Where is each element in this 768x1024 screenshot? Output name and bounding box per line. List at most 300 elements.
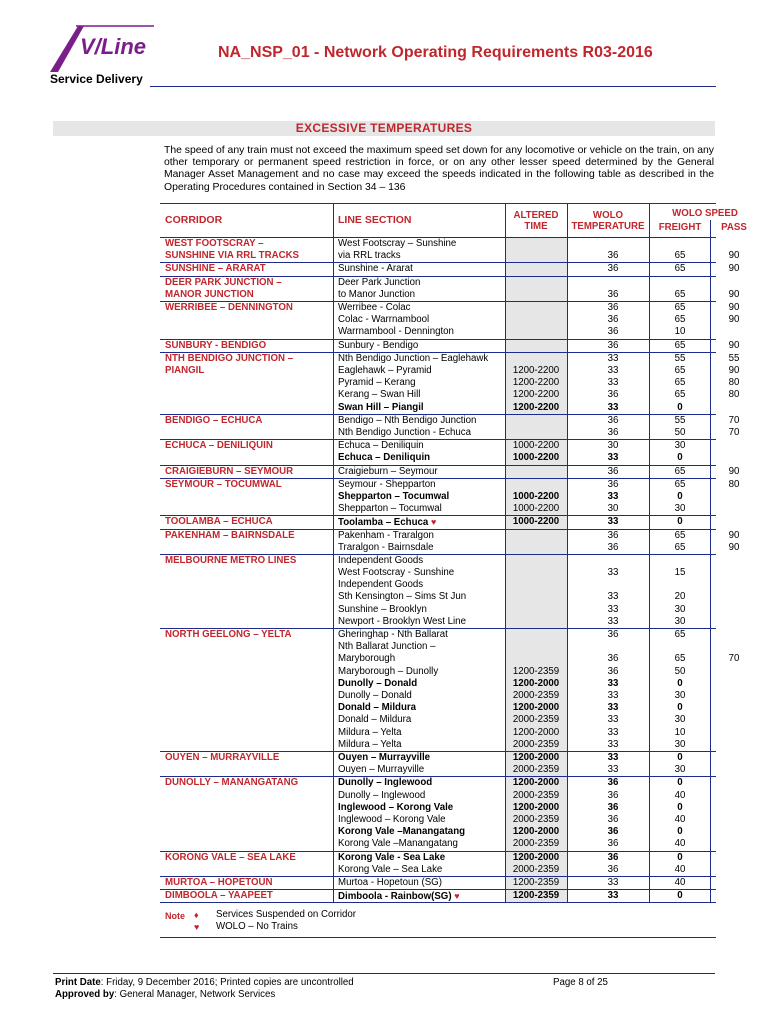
freight-speed-cell: 65 [674, 529, 686, 541]
wolo-temperature-cell: 33 [607, 714, 619, 726]
table-row [160, 752, 716, 764]
corridor-name: DIMBOOLA – YAAPEET [165, 890, 273, 902]
corridor-group [160, 852, 716, 877]
table-row [160, 727, 716, 739]
table-row [160, 491, 716, 503]
altered-time-cell: 1200-2000 [512, 826, 560, 838]
corridor-group [160, 555, 716, 629]
freight-speed-cell: 65 [674, 465, 686, 477]
pass-speed-cell: 90 [728, 288, 740, 300]
wolo-temperature-cell: 33 [607, 877, 619, 889]
pass-speed-cell: 80 [728, 389, 740, 401]
table-row [160, 377, 740, 389]
table-row [160, 890, 716, 902]
line-section-cell: Traralgon - Bairnsdale [338, 541, 434, 553]
freight-speed-cell: 65 [674, 364, 686, 376]
line-section-cell: Gheringhap - Nth Ballarat [338, 629, 448, 641]
corridor-name: SUNBURY - BENDIGO [165, 339, 267, 351]
corridor-name: WERRIBEE – DENNINGTON [165, 301, 293, 313]
pass-speed-cell: 90 [728, 364, 740, 376]
freight-speed-cell: 30 [674, 738, 686, 750]
wolo-temperature-cell: 36 [607, 629, 619, 641]
freight-speed-cell: 65 [674, 339, 686, 351]
wolo-temperature-cell: 33 [607, 764, 619, 776]
pass-speed-cell: 70 [728, 426, 740, 438]
freight-speed-cell: 40 [674, 789, 686, 801]
corridor-name: BENDIGO – ECHUCA [165, 414, 263, 426]
pass-speed-cell: 80 [728, 377, 740, 389]
freight-speed-cell: 40 [674, 863, 686, 875]
freight-speed-cell: 65 [674, 263, 686, 275]
corridor-group [160, 352, 740, 415]
service-delivery-label: Service Delivery [50, 72, 143, 86]
wolo-temperature-cell: 33 [607, 364, 619, 376]
freight-speed-cell: 0 [677, 677, 683, 689]
wolo-temperature-cell: 33 [607, 702, 619, 714]
wolo-temperature-cell: 33 [607, 377, 619, 389]
altered-time-cell: 1200-2200 [512, 377, 560, 389]
corridor-group [160, 414, 740, 440]
wolo-temperature-cell: 36 [607, 665, 619, 677]
line-section-cell: Deer Park Junction [338, 276, 421, 288]
freight-speed-cell: 0 [677, 801, 683, 813]
line-section-cell: Murtoa - Hopetoun (SG) [338, 877, 442, 889]
line-section-cell: West Footscray - Sunshine [338, 567, 455, 579]
table-row [160, 465, 740, 478]
logo-text: V/Line [80, 34, 147, 59]
page-number: Page 8 of 25 [553, 977, 608, 988]
corridor-group [160, 440, 716, 465]
corridor-name: PAKENHAM – BAIRNSDALE [165, 529, 295, 541]
wolo-temperature-cell: 36 [607, 263, 619, 275]
line-section-cell: Nth Bendigo Junction – Eaglehawk [338, 352, 489, 364]
line-section-cell: Nth Ballarat Junction – [338, 641, 436, 653]
altered-time-cell: 1000-2200 [512, 503, 560, 515]
altered-time-cell: 1200-2359 [512, 877, 560, 889]
heart-icon: ♥ [194, 922, 200, 932]
header-wolo-speed: WOLO SPEED [672, 208, 738, 219]
wolo-temperature-cell: 33 [607, 726, 619, 738]
line-section-cell: Donald – Mildura [338, 702, 417, 714]
corridor-group [160, 276, 740, 302]
freight-speed-cell: 10 [674, 326, 686, 338]
corridor-group [160, 529, 740, 555]
freight-speed-cell: 0 [677, 516, 683, 528]
table-row [160, 764, 716, 776]
header-freight: FREIGHT [658, 222, 702, 233]
wolo-temperature-cell: 36 [607, 814, 619, 826]
wolo-temperature-cell: 33 [607, 603, 619, 615]
wolo-temperature-cell: 33 [607, 690, 619, 702]
table-row [160, 877, 716, 889]
pass-speed-cell: 70 [728, 414, 740, 426]
pass-speed-cell: 90 [728, 529, 740, 541]
table-row [160, 402, 716, 414]
table-row [160, 478, 740, 491]
line-section-cell: Eaglehawk – Pyramid [338, 364, 432, 376]
table-row [160, 591, 716, 603]
freight-speed-cell: 65 [674, 478, 686, 490]
table-row [160, 864, 716, 876]
freight-speed-cell: 30 [674, 690, 686, 702]
line-section-cell: Sunshine – Brooklyn [338, 603, 427, 615]
table-row [160, 616, 716, 628]
freight-speed-cell: 30 [674, 714, 686, 726]
freight-speed-cell: 0 [677, 452, 683, 464]
freight-speed-cell: 30 [674, 603, 686, 615]
corridor-name: ECHUCA – DENILIQUIN [165, 440, 273, 452]
table-row [160, 567, 716, 579]
altered-time-cell: 1000-2200 [512, 516, 560, 528]
line-section-cell: to Manor Junction [338, 288, 416, 300]
table-row [160, 352, 740, 365]
wolo-temperature-cell: 36 [607, 414, 619, 426]
table-row [160, 777, 716, 789]
freight-speed-cell: 55 [674, 414, 686, 426]
freight-speed-cell: 30 [674, 440, 686, 452]
line-section-cell: Kerang – Swan Hill [338, 389, 421, 401]
corridor-group [160, 339, 740, 353]
header-pass: PASS [721, 222, 747, 233]
line-section-cell: Korong Vale –Manangatang [338, 838, 458, 850]
document-title: NA_NSP_01 - Network Operating Requirements R03-2016 [218, 44, 653, 61]
line-section-cell: Mildura – Yelta [338, 738, 402, 750]
pass-speed-cell: 90 [728, 465, 740, 477]
table-row [160, 555, 716, 567]
wolo-temperature-cell: 36 [607, 801, 619, 813]
freight-speed-cell: 0 [677, 702, 683, 714]
freight-speed-cell: 0 [677, 851, 683, 863]
corridor-group [160, 777, 716, 851]
wolo-temperature-cell: 36 [607, 789, 619, 801]
line-section-cell: Dimboola - Rainbow(SG) ♥ [338, 891, 460, 903]
table-row [160, 629, 716, 641]
line-section-cell: Sunbury - Bendigo [338, 339, 419, 351]
table-row [160, 678, 716, 690]
freight-speed-cell: 50 [674, 665, 686, 677]
table-row [160, 426, 740, 439]
freight-speed-cell: 65 [674, 541, 686, 553]
wolo-temperature-cell: 36 [607, 777, 619, 789]
wolo-temperature-cell: 36 [607, 851, 619, 863]
corridor-name: SEYMOUR – TOCUMWAL [165, 478, 282, 490]
section-title: EXCESSIVE TEMPERATURES [53, 121, 715, 136]
corridor-group [160, 629, 740, 752]
heart-icon: ♥ [430, 517, 437, 528]
corridor-name: OUYEN – MURRAYVILLE [165, 752, 280, 764]
altered-time-cell: 2000-2359 [512, 789, 560, 801]
altered-time-cell: 1200-2359 [512, 665, 560, 677]
corridor-group [160, 465, 740, 479]
line-section-cell: Dunolly – Donald [338, 690, 412, 702]
corridor-name: DUNOLLY – MANANGATANG [165, 777, 299, 789]
corridor-name: TOOLAMBA – ECHUCA [165, 516, 273, 528]
line-section-cell: West Footscray – Sunshine [338, 238, 457, 249]
freight-speed-cell: 65 [674, 389, 686, 401]
altered-time-cell: 2000-2359 [512, 738, 560, 750]
table-row [160, 814, 716, 826]
wolo-temperature-cell: 36 [607, 826, 619, 838]
approved-by-label: Approved by [55, 989, 115, 1000]
freight-speed-cell: 65 [674, 377, 686, 389]
line-section-cell: Shepparton – Tocumwal [338, 503, 442, 515]
altered-time-cell: 1000-2200 [512, 452, 560, 464]
table-row [160, 314, 740, 326]
wolo-temperature-cell: 33 [607, 591, 619, 603]
corridor-group [160, 263, 740, 276]
wolo-temperature-cell: 36 [607, 314, 619, 326]
wolo-temperature-cell: 33 [607, 401, 619, 413]
wolo-temperature-cell: 36 [607, 339, 619, 351]
wolo-temperature-cell: 36 [607, 426, 619, 438]
wolo-temperature-cell: 33 [607, 490, 619, 502]
line-section-cell: Donald – Mildura [338, 714, 412, 726]
wolo-temperature-cell: 33 [607, 752, 619, 764]
table-body [160, 238, 740, 903]
table-row [160, 516, 716, 528]
diamond-icon: ♦ [194, 910, 199, 920]
altered-time-cell: 2000-2359 [512, 814, 560, 826]
corridor-name: WEST FOOTSCRAY – SUNSHINE VIA RRL TRACKS [165, 238, 300, 262]
speed-restriction-table [160, 203, 747, 903]
line-section-cell: Seymour - Shepparton [338, 478, 436, 490]
freight-speed-cell: 65 [674, 629, 686, 641]
wolo-temperature-cell: 36 [607, 288, 619, 300]
pass-speed-cell: 90 [728, 541, 740, 553]
corridor-name: CRAIGIEBURN – SEYMOUR [165, 465, 294, 477]
freight-speed-cell: 65 [674, 301, 686, 313]
table-header [160, 203, 747, 238]
table-row [160, 852, 716, 864]
table-row [160, 389, 740, 401]
wolo-temperature-cell: 33 [607, 567, 619, 579]
altered-time-cell: 1200-2200 [512, 364, 560, 376]
pass-speed-cell: 55 [728, 352, 740, 364]
altered-time-cell: 2000-2359 [512, 690, 560, 702]
corridor-name: NORTH GEELONG – YELTA [165, 629, 292, 641]
altered-time-cell: 1200-2000 [512, 726, 560, 738]
freight-speed-cell: 40 [674, 814, 686, 826]
note-line-suspended: Services Suspended on Corridor [216, 909, 357, 920]
print-date-label: Print Date [55, 977, 101, 988]
line-section-cell: Inglewood – Korong Vale [338, 801, 454, 813]
header-wolo-temperature: WOLO TEMPERATURE [571, 210, 645, 232]
wolo-temperature-cell: 33 [607, 352, 619, 364]
line-section-cell: Dunolly – Donald [338, 677, 418, 689]
line-section-cell: Dunolly – Inglewood [338, 789, 426, 801]
table-row [160, 277, 716, 289]
line-section-cell: Sunshine - Ararat [338, 263, 413, 275]
line-section-cell: Toolamba – Echuca ♥ [338, 517, 437, 529]
corridor-group [160, 516, 716, 529]
altered-time-cell: 1200-2359 [512, 890, 560, 902]
line-section-cell: Pakenham - Traralgon [338, 529, 434, 541]
intro-paragraph: The speed of any train must not exceed the maximum speed set down for any locomotive or vehicle on the train, on any other temporary or permanent speed restriction in force, or on any other lesser speed determined by the General Manager Asset Management and no case may exceed the speeds indicated in the following table as described in the Operating Procedures contained in Section 34 – 136 [164, 145, 714, 193]
pass-speed-cell: 70 [728, 653, 740, 665]
footer-rule [53, 973, 715, 974]
freight-speed-cell: 0 [677, 826, 683, 838]
header-altered-time: ALTERED TIME [513, 210, 559, 232]
freight-speed-cell: 65 [674, 653, 686, 665]
line-section-cell: Swan Hill – Piangil [338, 401, 424, 413]
wolo-temperature-cell: 33 [607, 677, 619, 689]
table-row [160, 666, 716, 678]
print-date-value: : Friday, 9 December 2016; Printed copies are uncontrolled [100, 977, 354, 988]
wolo-temperature-cell: 36 [607, 465, 619, 477]
table-row [160, 838, 716, 850]
wolo-temperature-cell: 36 [607, 541, 619, 553]
freight-speed-cell: 30 [674, 503, 686, 515]
line-section-cell: Korong Vale - Sea Lake [338, 851, 446, 863]
table-row [160, 653, 740, 665]
altered-time-cell: 1200-2000 [512, 702, 560, 714]
table-note [160, 907, 716, 938]
wolo-temperature-cell: 33 [607, 615, 619, 627]
wolo-temperature-cell: 36 [607, 301, 619, 313]
altered-time-cell: 1200-2000 [512, 801, 560, 813]
line-section-cell: Dunolly – Inglewood [338, 777, 433, 789]
freight-speed-cell: 30 [674, 615, 686, 627]
corridor-group [160, 238, 740, 263]
line-section-cell: Bendigo – Nth Bendigo Junction [338, 414, 477, 426]
altered-time-cell: 2000-2359 [512, 764, 560, 776]
line-section-cell: Inglewood – Korong Vale [338, 814, 446, 826]
line-section-cell: Warrnambool - Dennington [338, 326, 454, 338]
line-section-cell: Ouyen – Murrayville [338, 764, 425, 776]
pass-speed-cell: 80 [728, 478, 740, 490]
pass-speed-cell: 90 [728, 250, 740, 262]
line-section-cell: Independent Goods [338, 554, 424, 566]
note-line-wolo: WOLO – No Trains [216, 921, 298, 932]
line-section-cell: Sth Kensington – Sims St Jun [338, 591, 467, 603]
wolo-temperature-cell: 36 [607, 326, 619, 338]
freight-speed-cell: 20 [674, 591, 686, 603]
corridor-name: DEER PARK JUNCTION – MANOR JUNCTION [165, 276, 282, 300]
table-row [160, 440, 716, 452]
pass-speed-cell: 90 [728, 263, 740, 275]
line-section-cell: Werribee - Colac [338, 301, 411, 313]
wolo-temperature-cell: 36 [607, 863, 619, 875]
wolo-temperature-cell: 33 [607, 738, 619, 750]
table-row [160, 790, 716, 802]
freight-speed-cell: 0 [677, 401, 683, 413]
freight-speed-cell: 65 [674, 250, 686, 262]
wolo-temperature-cell: 36 [607, 529, 619, 541]
wolo-temperature-cell: 36 [607, 389, 619, 401]
altered-time-cell: 1200-2000 [512, 752, 560, 764]
corridor-group [160, 301, 740, 340]
table-row [160, 238, 716, 250]
approved-by-value: : General Manager, Network Services [114, 989, 276, 1000]
line-section-cell: Colac - Warrnambool [338, 314, 430, 326]
altered-time-cell: 1200-2000 [512, 851, 560, 863]
freight-speed-cell: 55 [674, 352, 686, 364]
table-row [160, 452, 716, 464]
table-row [160, 250, 740, 262]
wolo-temperature-cell: 30 [607, 503, 619, 515]
table-row [160, 604, 716, 616]
wolo-temperature-cell: 36 [607, 653, 619, 665]
pass-speed-cell: 90 [728, 301, 740, 313]
line-section-cell: Ouyen – Murrayville [338, 752, 431, 764]
wolo-temperature-cell: 36 [607, 478, 619, 490]
freight-speed-cell: 40 [674, 838, 686, 850]
altered-time-cell: 1200-2000 [512, 677, 560, 689]
freight-speed-cell: 0 [677, 752, 683, 764]
altered-time-cell: 2000-2359 [512, 714, 560, 726]
wolo-temperature-cell: 36 [607, 838, 619, 850]
table-row [160, 802, 716, 814]
wolo-temperature-cell: 33 [607, 516, 619, 528]
freight-speed-cell: 15 [674, 567, 686, 579]
line-section-cell: via RRL tracks [338, 250, 401, 262]
corridor-group [160, 877, 716, 890]
altered-time-cell: 2000-2359 [512, 863, 560, 875]
note-label: Note [165, 911, 185, 921]
freight-speed-cell: 65 [674, 314, 686, 326]
freight-speed-cell: 10 [674, 726, 686, 738]
header-corridor: CORRIDOR [165, 214, 223, 226]
line-section-cell: Korong Vale –Manangatang [338, 826, 466, 838]
table-row [160, 263, 740, 275]
table-row [160, 529, 740, 542]
table-row [160, 541, 740, 554]
corridor-name: SUNSHINE – ARARAT [165, 263, 266, 275]
line-section-cell: Craigieburn – Seymour [338, 465, 438, 477]
table-row [160, 579, 716, 591]
line-section-cell: Korong Vale – Sea Lake [338, 863, 443, 875]
corridor-group [160, 752, 716, 777]
table-row [160, 503, 716, 515]
altered-time-cell: 1200-2200 [512, 401, 560, 413]
table-row [160, 826, 716, 838]
approved-by [55, 989, 275, 1000]
altered-time-cell: 1200-2000 [512, 777, 560, 789]
header-line-section: LINE SECTION [338, 214, 412, 226]
line-section-cell: Mildura – Yelta [338, 726, 402, 738]
line-section-cell: Independent Goods [338, 579, 424, 591]
altered-time-cell: 1200-2200 [512, 389, 560, 401]
table-row [160, 414, 740, 427]
wolo-temperature-cell: 33 [607, 890, 619, 902]
corridor-group [160, 478, 740, 517]
pass-speed-cell: 90 [728, 314, 740, 326]
altered-time-cell: 1000-2200 [512, 490, 560, 502]
altered-time-cell: 2000-2359 [512, 838, 560, 850]
line-section-cell: Echuca – Deniliquin [338, 440, 424, 452]
line-section-cell: Maryborough – Dunolly [338, 665, 439, 677]
wolo-temperature-cell: 36 [607, 250, 619, 262]
corridor-name: NTH BENDIGO JUNCTION – PIANGIL [165, 352, 294, 376]
line-section-cell: Maryborough [338, 653, 396, 665]
table-row [160, 702, 716, 714]
freight-speed-cell: 65 [674, 288, 686, 300]
freight-speed-cell: 50 [674, 426, 686, 438]
table-row [160, 301, 740, 314]
table-row [160, 714, 716, 726]
freight-speed-cell: 0 [677, 777, 683, 789]
line-section-cell: Newport - Brooklyn West Line [338, 615, 466, 627]
line-section-cell: Nth Bendigo Junction - Echuca [338, 426, 472, 438]
header-rule [150, 86, 716, 87]
wolo-temperature-cell: 33 [607, 452, 619, 464]
freight-speed-cell: 0 [677, 890, 683, 902]
print-date [55, 977, 354, 988]
freight-speed-cell: 30 [674, 764, 686, 776]
pass-speed-cell: 90 [728, 339, 740, 351]
table-row [160, 641, 716, 653]
corridor-group [160, 890, 716, 903]
